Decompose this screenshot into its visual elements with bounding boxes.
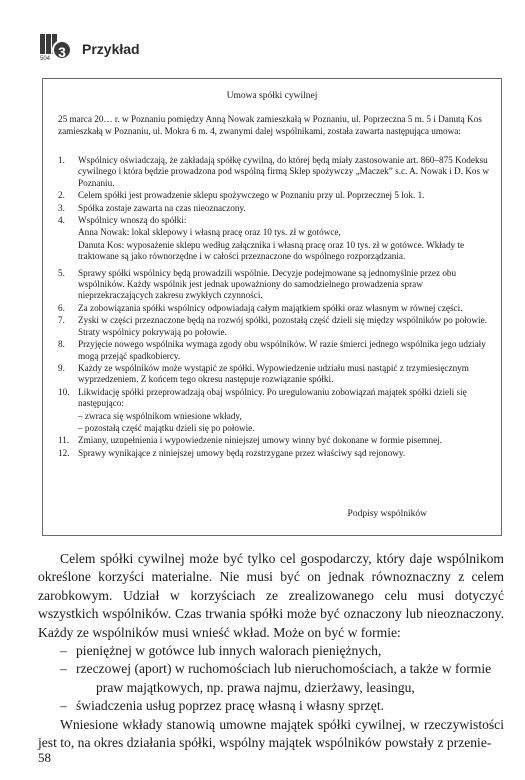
item-text: Każdy ze wspólników może wystąpić ze spółki. Wypowiedzenie udziału musi nastąpić z trzymiesięcznym wyprzedzeniem. Z końcem tego okresu następuje rozwiązanie spółki. (78, 362, 469, 385)
item-number: 2. (58, 190, 65, 201)
body-text (38, 550, 504, 752)
item-text: Sprawy wynikające z niniejszej umowy będą rozstrzygane przez właściwy sąd rejonowy. (78, 447, 406, 458)
agreement-item (58, 339, 490, 362)
item-number: 12. (58, 447, 70, 458)
page-number: 58 (38, 750, 51, 765)
agreement-item (58, 155, 490, 189)
agreement-item (58, 315, 490, 338)
agreement-item (58, 203, 490, 214)
dash-marker: – (60, 643, 67, 659)
list-item-text: świadczenia usług poprzez pracę własną i własny sprzęt. (76, 698, 385, 714)
item-text: – zwraca się wspólnikom wniesione wkłady, (78, 410, 242, 421)
item-text: Danuta Kos: wyposażenie sklepu według załącznika i własną pracę oraz 10 tys. zł w gotówce. Wkłady te traktowane są jako równorzędne i w całości przeznaczone do wspólnego rozporządzania. (78, 239, 465, 262)
list-item-text: rzeczowej (aport) w ruchomościach lub nieruchomościach, a także w formie (76, 661, 492, 677)
agreement-item (58, 268, 490, 302)
agreement-item (58, 215, 490, 226)
list-item-text: pieniężnej w gotówce lub innych walorach pieniężnych, (76, 643, 382, 659)
list-item-continuation: praw majątkowych, np. prawa najmu, dzierżawy, leasingu, (96, 679, 415, 695)
number-badge-icon: 3 (52, 40, 72, 60)
item-text: Anna Nowak: lokal sklepowy i własną pracę oraz 10 tys. zł w gotówce, (78, 227, 341, 238)
paragraph: Wniesione wkłady stanowią umowne majątek spółki cywilnej, w rzeczywistości jest to, na okres działania spółki, wspólny majątek wspólników powstały z przenie- (38, 716, 504, 751)
agreement-signatures: Podpisy wspólników (347, 509, 427, 519)
item-text: Zyski w części przeznaczone będą na rozwój spółki, pozostałą część dzieli się między wspólników po połowie. Straty wspólnicy pokrywają po połowie. (78, 315, 487, 337)
agreement-item (58, 240, 490, 263)
item-text: Przyjęcie nowego wspólnika wymaga zgody obu wspólników. W razie śmierci jednego wspólnika jego udziały mogą przejąć spadkobiercy. (78, 339, 486, 361)
item-text: Spółka zostaje zawarta na czas nieoznaczony. (78, 202, 246, 213)
contribution-forms-list (38, 642, 504, 716)
agreement-items (58, 155, 490, 460)
agreement-intro: 25 marca 20… r. w Poznaniu pomiędzy Anną Nowak zamieszkałą w Poznaniu, ul. Poprzeczna 5 m. 5 i Danutą Kos zamieszkałą w Poznaniu, ul. Mokra 6 m. 4, zwanymi dalej wspólnikami, została zawarta następująca umowa: (58, 114, 482, 136)
dash-marker: – (60, 698, 67, 714)
list-item (38, 642, 504, 660)
item-number: 3. (58, 202, 65, 213)
example-header (40, 34, 190, 66)
item-text: – pozostałą część majątku dzieli się po połowie. (78, 422, 255, 433)
header-title: Przykład (82, 41, 140, 57)
dash-marker: – (60, 661, 67, 677)
agreement-item (58, 448, 490, 459)
item-number: 1. (58, 155, 65, 165)
item-text: Likwidację spółki przeprowadzają obaj wspólnicy. Po uregulowaniu zobowiązań majątek spółki dzieli się następująco: (78, 386, 467, 409)
item-text: Sprawy spółki wspólnicy będą prowadzili wspólnie. Decyzje podejmowane są jednomyślnie przez obu wspólników. Każdy wspólnik jest jednak upoważniony do samodzielnego prowadzenia spraw nieprzekraczających zakresu zwykłych czynności. (78, 267, 457, 301)
item-text: Za zobowiązania spółki wspólnicy odpowiadają całym majątkiem spółki oraz własnym w równej części. (78, 302, 463, 313)
item-number: 4. (58, 215, 65, 226)
item-number: 10. (58, 386, 70, 397)
agreement-item (58, 411, 490, 422)
agreement-item (58, 423, 490, 434)
agreement-item (58, 435, 490, 446)
agreement-item (58, 227, 490, 238)
list-item (38, 660, 504, 678)
agreement-item (58, 363, 490, 386)
item-text: Wspólnicy oświadczają, że zakładają spółkę cywilną, do której będą miały zastosowanie art. 860–875 Kodeksu cywilnego i która będzie prowadzona pod wspólną firmą Sklep spożywczy „Maczek” s.c. A. Nowak i D. Kos w Poznaniu. (78, 155, 490, 188)
item-text: Celem spółki jest prowadzenie sklepu spożywczego w Poznaniu przy ul. Poprzecznej 5 lok. 1. (78, 190, 425, 201)
icon-code: 504 (40, 56, 51, 62)
item-number: 5. (58, 267, 65, 278)
item-number: 7. (58, 315, 65, 326)
example-icon (40, 34, 72, 64)
list-item (38, 697, 504, 715)
agreement-item (58, 190, 490, 201)
item-number: 8. (58, 339, 65, 350)
item-number: 6. (58, 302, 65, 313)
agreement-box (42, 78, 502, 536)
agreement-item (58, 303, 490, 314)
item-text: Wspólnicy wnoszą do spółki: (78, 215, 187, 226)
item-number: 11. (58, 435, 70, 446)
item-text: Zmiany, uzupełnienia i wypowiedzenie niniejszej umowy winny być dokonane w formie pisemnej. (78, 435, 443, 446)
agreement-title: Umowa spółki cywilnej (226, 91, 318, 101)
agreement-item (58, 387, 490, 410)
item-number: 9. (58, 362, 65, 373)
paragraph: Celem spółki cywilnej może być tylko cel gospodarczy, który daje wspólnikom określone korzyści materialne. Nie musi być on jednak równoznaczny z celem zarobkowym. Udział w korzyściach ze zrealizowanego celu musi dotyczyć wszystkich wspólników. Czas trwania spółki może być oznaczony lub nieoznaczony. Każdy ze wspólników musi wnieść wkład. Może on być w formie: (38, 551, 504, 640)
